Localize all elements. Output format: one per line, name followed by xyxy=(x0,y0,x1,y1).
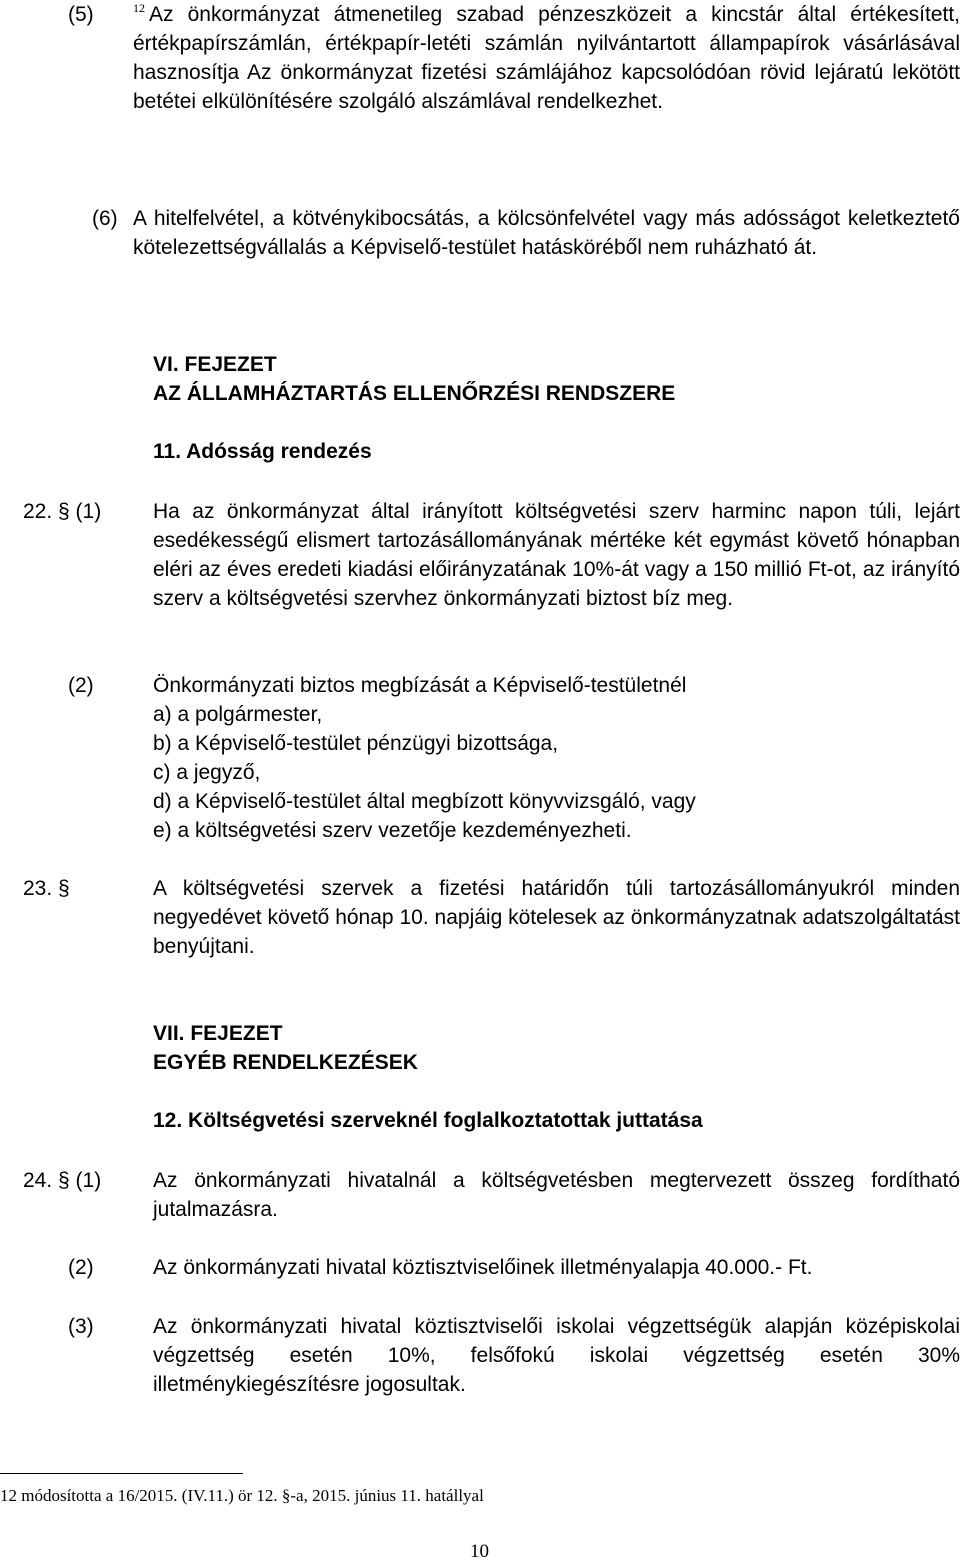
section-23-text: A költségvetési szervek a fizetési határidőn túli tartozásállományukról minden negyedévet követő hónap 10. napjáig kötelesek az önkormányzatnak adatszolgáltatást benyújtani. xyxy=(153,877,960,958)
para6-text: A hitelfelvétel, a kötvénykibocsátás, a kölcsönfelvétel vagy más adósságot keletkeztető kötelezettségvállalás a Képviselő-testület hatásköréből nem ruházható át. xyxy=(133,207,960,259)
list-item: b) a Képviselő-testület pénzügyi bizottsága, xyxy=(153,732,559,755)
chapter-7-number: VII. FEJEZET xyxy=(153,1022,283,1045)
section-24-para3-number: (3) xyxy=(68,1315,94,1338)
footnote-text: 12 módosította a 16/2015. (IV.11.) ör 12. §-a, 2015. június 11. hatállyal xyxy=(0,1486,484,1505)
para5-number: (5) xyxy=(68,3,94,26)
list-item: c) a jegyző, xyxy=(153,761,261,784)
footnote-reference[interactable]: 12 xyxy=(133,1,145,15)
section-22-para2 xyxy=(153,671,960,845)
page-number: 10 xyxy=(470,1541,489,1562)
chapter-7-title: EGYÉB RENDELKEZÉSEK xyxy=(153,1051,418,1074)
section-24-para2: Az önkormányzati hivatal köztisztviselőinek illetményalapja 40.000.- Ft. xyxy=(153,1256,813,1279)
chapter-6-title: AZ ÁLLAMHÁZTARTÁS ELLENŐRZÉSI RENDSZERE xyxy=(153,382,676,405)
footnote-separator xyxy=(0,1473,243,1474)
section-24-para3: Az önkormányzati hivatal köztisztviselői iskolai végzettségük alapján középiskolai végzettség esetén 10%, felsőfokú iskolai végzettség esetén 30% illetménykiegészítésre jogosultak. xyxy=(153,1315,960,1396)
para6-number: (6) xyxy=(92,207,118,230)
section-22-item-list xyxy=(153,700,960,845)
list-item: d) a Képviselő-testület által megbízott könyvvizsgáló, vagy xyxy=(153,790,696,813)
section-24-para1: Az önkormányzati hivatalnál a költségvetésben megtervezett összeg fordítható jutalmazásra. xyxy=(153,1169,960,1221)
para5-text xyxy=(133,0,960,116)
section-12-title: 12. Költségvetési szerveknél foglalkoztatottak juttatása xyxy=(153,1109,703,1132)
para5-body: Az önkormányzat átmenetileg szabad pénzeszközeit a kincstár által értékesített, értékpapírszámlán, értékpapír-letéti számlán nyilvántartott állampapírok vásárlásával hasznosítja Az önkormányzat fizetési számlájához kapcsolódóan rövid lejáratú lekötött betétei elkülönítésére szolgáló alszámlával rendelkezhet. xyxy=(133,3,960,113)
section-11-title: 11. Adósság rendezés xyxy=(153,440,372,463)
section-22-para2-intro: Önkormányzati biztos megbízását a Képviselő-testületnél xyxy=(153,674,687,697)
section-24-label: 24. § (1) xyxy=(23,1169,102,1192)
section-22-label: 22. § (1) xyxy=(23,500,102,523)
section-22-para1: Ha az önkormányzat által irányított költségvetési szerv harminc napon túli, lejárt esedékességű elismert tartozásállományának mértéke két egymást követő hónapban eléri az éves eredeti kiadási előirányzatának 10%-át vagy a 150 millió Ft-ot, az irányító szerv a költségvetési szervhez önkormányzati biztost bíz meg. xyxy=(153,500,960,610)
section-22-para2-number: (2) xyxy=(68,674,94,697)
section-24-para2-number: (2) xyxy=(68,1256,94,1279)
list-item: e) a költségvetési szerv vezetője kezdeményezheti. xyxy=(153,819,632,842)
chapter-6-number: VI. FEJEZET xyxy=(153,353,277,376)
section-23-label: 23. § xyxy=(23,877,70,900)
list-item: a) a polgármester, xyxy=(153,703,323,726)
